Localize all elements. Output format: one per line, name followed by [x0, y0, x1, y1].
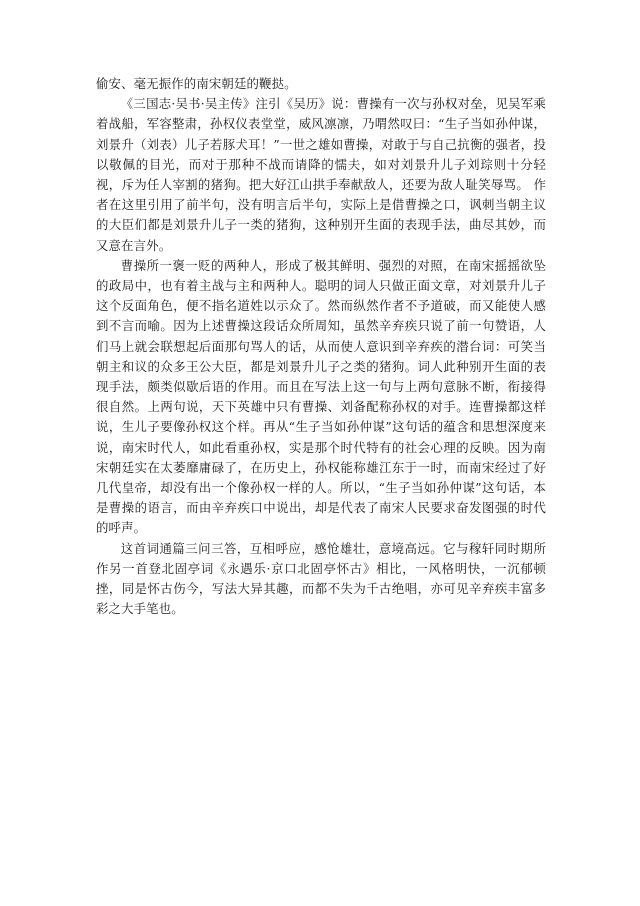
paragraph-4: 这首词通篇三问三答，互相呼应，感怆雄壮，意境高远。它与稼轩同时期所作另一首登北固亭词《永遇乐·京口北固亭怀古》相比，一风格明快，一沉郁顿挫，同是怀古伤今，写法大异其趣，而都不失为千古绝唱，亦可见辛弃疾丰富多彩之大手笔也。 — [96, 540, 546, 617]
paragraph-2: 《三国志·吴书·吴主传》注引《吴历》说：曹操有一次与孙权对垒，见吴军乘着战船，军容整肃，孙权仪表堂堂，威风凛凛，乃喟然叹曰：“生子当如孙仲谋，刘景升（刘表）儿子若豚犬耳！”一世之雄如曹操，对敢于与自己抗衡的强者，投以敬佩的目光，而对于那种不战而请降的懦夫，如对刘景升儿子刘琮则十分轻视，斥为任人宰割的猪狗。把大好江山拱手奉献敌人，还要为敌人耻笑辱骂。 作者在这里引用了前半句，没有明言后半句，实际上是借曹操之口，讽刺当朝主议的大臣们都是刘景升儿子一类的猪狗，这种别开生面的表现手法，曲尽其妙，而又意在言外。 — [96, 96, 546, 253]
paragraph-1: 偷安、毫无振作的南宋朝廷的鞭挞。 — [96, 76, 297, 91]
article-body — [96, 74, 546, 619]
paragraph-3: 曹操所一褒一贬的两种人，形成了极其鲜明、强烈的对照，在南宋摇摇欲坠的政局中，也有着主战与主和两种人。聪明的词人只做正面文章，对刘景升儿子这个反面角色，便不指名道姓以示众了。然而纵然作者不予道破，而又能使人感到不言而喻。因为上述曹操这段话众所周知，虽然辛弃疾只说了前一句赞语，人们马上就会联想起后面那句骂人的话，从而使人意识到辛弃疾的潜台词：可笑当朝主和议的众多王公大臣，都是刘景升儿子之类的猪狗。词人此种别开生面的表现手法，颇类似歇后语的作用。而且在写法上这一句与上两句意脉不断，衔接得很自然。上两句说，天下英雄中只有曹操、刘备配称孙权的对手。连曹操都这样说，生儿子要像孙权这个样。再从“生子当如孙仲谋”这句话的蕴含和思想深度来说，南宋时代人，如此看重孙权，实是那个时代特有的社会心理的反映。因为南宋朝廷实在太萎靡庸碌了，在历史上，孙权能称雄江东于一时，而南宋经过了好几代皇帝，却没有出一个像孙权一样的人。所以，“生子当如孙仲谋”这句话，本是曹操的语言，而由辛弃疾口中说出，却是代表了南宋人民要求奋发图强的时代的呼声。 — [96, 257, 546, 536]
